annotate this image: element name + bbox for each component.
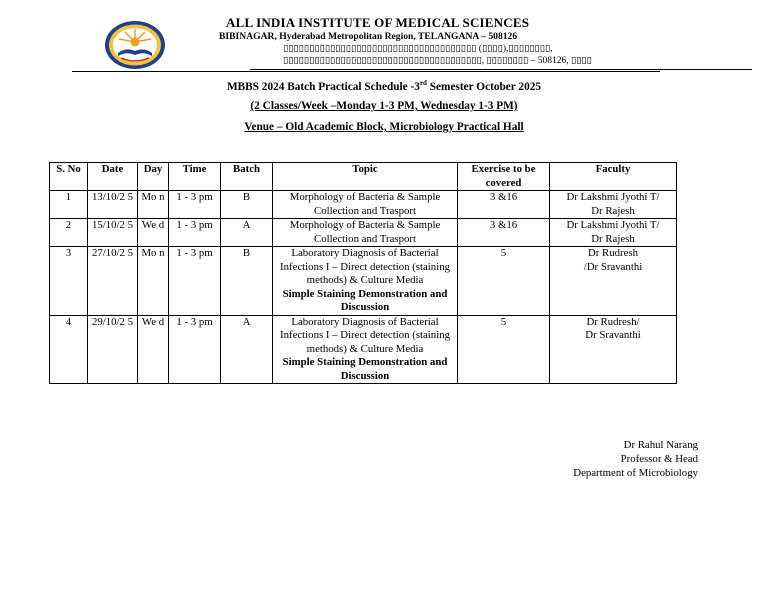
faculty-line-1: Dr Lakshmi Jyothi T/ bbox=[566, 219, 660, 231]
signatory-department: Department of Microbiology bbox=[573, 467, 698, 479]
cell-batch: A bbox=[221, 315, 273, 384]
table-row bbox=[50, 315, 677, 384]
col-header-time: Time bbox=[169, 163, 221, 191]
institute-name: ALL INDIA INSTITUTE OF MEDICAL SCIENCES bbox=[226, 15, 530, 30]
institute-address: BIBINAGAR, Hyderabad Metropolitan Region, TELANGANA – 508126 bbox=[219, 31, 518, 42]
table-row bbox=[50, 191, 677, 219]
faculty-line-1: Dr Rudresh bbox=[587, 247, 639, 259]
signatory-name: Dr Rahul Narang bbox=[623, 439, 698, 451]
col-header-exercise: Exercise to be covered bbox=[458, 163, 550, 191]
cell-topic bbox=[273, 247, 458, 316]
cell-time: 1 - 3 pm bbox=[169, 191, 221, 219]
cell-faculty bbox=[550, 191, 677, 219]
cell-time: 1 - 3 pm bbox=[169, 247, 221, 316]
cell-exercise: 3 &16 bbox=[458, 191, 550, 219]
cell-batch: B bbox=[221, 247, 273, 316]
cell-date: 13/10/2 5 bbox=[88, 191, 138, 219]
cell-batch: A bbox=[221, 219, 273, 247]
hindi-name-line: ▯▯▯▯▯▯▯▯▯▯▯▯▯▯▯▯▯▯▯▯▯▯▯▯▯▯▯▯▯▯▯▯▯▯▯▯▯ (▯▯▯▯),▯▯▯▯▯▯▯▯, bbox=[283, 44, 553, 54]
schedule-table bbox=[49, 162, 677, 384]
cell-faculty bbox=[550, 315, 677, 384]
faculty-line-2: Dr Rajesh bbox=[591, 232, 635, 245]
topic-bold-text: Simple Staining Demonstration and Discussion bbox=[282, 287, 448, 313]
cell-exercise: 3 &16 bbox=[458, 219, 550, 247]
faculty-line-1: Dr Rudresh/ bbox=[586, 315, 640, 328]
cell-topic bbox=[273, 219, 458, 247]
table-row bbox=[50, 247, 677, 316]
cell-date: 15/10/2 5 bbox=[88, 219, 138, 247]
cell-date: 27/10/2 5 bbox=[88, 247, 138, 316]
cell-sno: 4 bbox=[50, 315, 88, 384]
cell-day: Mo n bbox=[138, 191, 169, 219]
institute-logo bbox=[104, 20, 166, 70]
cell-sno: 2 bbox=[50, 219, 88, 247]
col-header-faculty: Faculty bbox=[550, 163, 677, 191]
header-rule-top bbox=[250, 69, 752, 70]
cell-sno: 3 bbox=[50, 247, 88, 316]
signatory-designation: Professor & Head bbox=[620, 453, 698, 465]
col-header-topic: Topic bbox=[273, 163, 458, 191]
cell-day: We d bbox=[138, 315, 169, 384]
schedule-venue: Venue – Old Academic Block, Microbiology Practical Hall bbox=[244, 121, 524, 133]
cell-sno: 1 bbox=[50, 191, 88, 219]
cell-day: Mo n bbox=[138, 247, 169, 316]
col-header-day: Day bbox=[138, 163, 169, 191]
header-rule-bottom bbox=[72, 71, 660, 72]
topic-text: Laboratory Diagnosis of Bacterial Infections I – Direct detection (staining methods) & Culture Media bbox=[280, 315, 450, 355]
col-header-date: Date bbox=[88, 163, 138, 191]
topic-text: Morphology of Bacteria & Sample Collection and Trasport bbox=[289, 219, 441, 245]
faculty-line-2: Dr Sravanthi bbox=[585, 329, 641, 341]
cell-exercise: 5 bbox=[458, 315, 550, 384]
cell-time: 1 - 3 pm bbox=[169, 219, 221, 247]
cell-topic bbox=[273, 315, 458, 384]
topic-text: Laboratory Diagnosis of Bacterial Infections I – Direct detection (staining methods) & Culture Media bbox=[280, 247, 450, 286]
cell-exercise: 5 bbox=[458, 247, 550, 316]
cell-day: We d bbox=[138, 219, 169, 247]
cell-batch: B bbox=[221, 191, 273, 219]
table-header-row bbox=[50, 163, 677, 191]
col-header-sno: S. No bbox=[50, 163, 88, 191]
cell-faculty bbox=[550, 219, 677, 247]
schedule-timing: (2 Classes/Week –Monday 1-3 PM, Wednesday 1-3 PM) bbox=[250, 100, 518, 112]
hindi-address-line: ▯▯▯▯▯▯▯▯▯▯▯▯▯▯▯▯▯▯▯▯▯▯▯▯▯▯▯▯▯▯▯▯▯▯▯▯▯▯, ▯▯▯▯▯▯▯▯ – 508126, ▯▯▯▯ bbox=[283, 56, 592, 66]
cell-date: 29/10/2 5 bbox=[88, 315, 138, 384]
faculty-line-2: /Dr Sravanthi bbox=[583, 260, 643, 273]
faculty-line-2: Dr Rajesh bbox=[591, 204, 635, 217]
faculty-line-1: Dr Lakshmi Jyothi T/ bbox=[566, 191, 660, 203]
cell-faculty bbox=[550, 247, 677, 316]
signature-block bbox=[573, 438, 698, 480]
col-header-batch: Batch bbox=[221, 163, 273, 191]
topic-bold-text: Simple Staining Demonstration and Discussion bbox=[282, 356, 448, 382]
cell-time: 1 - 3 pm bbox=[169, 315, 221, 384]
schedule-title: MBBS 2024 Batch Practical Schedule -3rd Semester October 2025 bbox=[226, 79, 542, 93]
table-row bbox=[50, 219, 677, 247]
topic-text: Morphology of Bacteria & Sample Collection and Trasport bbox=[289, 191, 441, 217]
cell-topic bbox=[273, 191, 458, 219]
